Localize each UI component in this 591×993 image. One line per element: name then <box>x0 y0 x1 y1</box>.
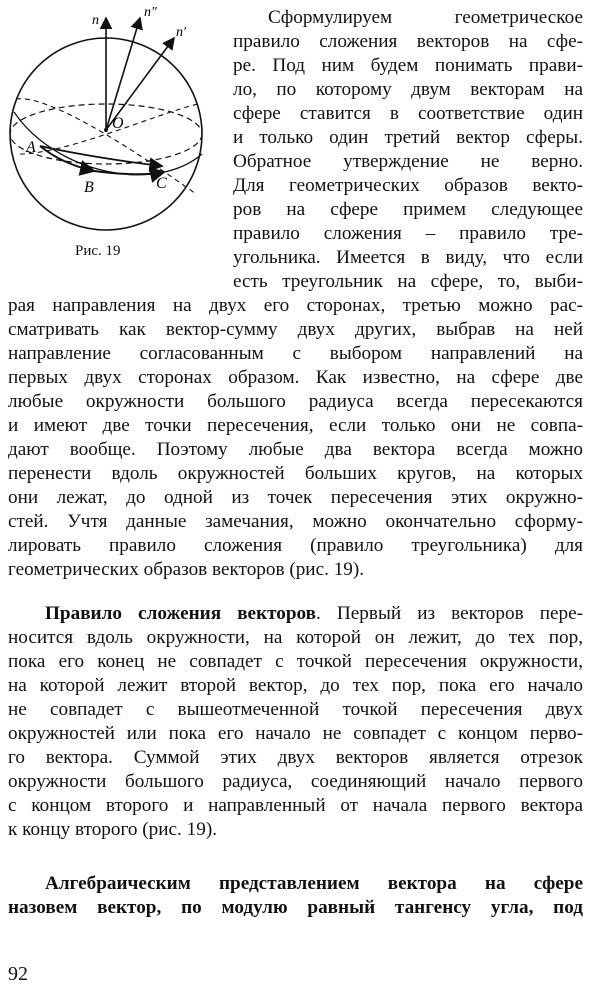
text-line: направление согласованным с выбором направлений на <box>8 343 583 364</box>
text-line: го вектора. Суммой этих двух векторов является отрезок <box>8 747 583 768</box>
text-line: стей. Учтя данные замечания, можно окончательно сформу- <box>8 511 583 532</box>
text-line: окружности большого радиуса, соединяющий начало первого <box>8 771 583 792</box>
text-line: с концом второго и направленный от начала первого вектора <box>8 795 583 816</box>
vector-ac <box>40 146 162 166</box>
label-a: A <box>26 139 36 156</box>
text-line: ре. Под ним будем понимать прави- <box>233 55 583 76</box>
text-line: ло, по которому двум векторам на <box>233 79 583 100</box>
vector-bc <box>94 171 164 174</box>
great-circle-3 <box>20 104 198 154</box>
text-line: к концу второго (рис. 19). <box>8 819 217 840</box>
text-line: на которой лежит второй вектор, до тех пор, пока его начало <box>8 675 583 696</box>
text-line: Для геометрических образов векто- <box>233 175 583 196</box>
label-n2: n″ <box>144 5 157 20</box>
text-line: сфере ставится в соответствие один <box>233 103 583 124</box>
text-line: Сформулируем геометрическое <box>268 7 583 28</box>
label-n1: n′ <box>176 25 187 40</box>
label-b: B <box>84 179 94 196</box>
label-o: O <box>112 115 124 132</box>
text-line: Обратное утверждение не верно. <box>233 151 583 172</box>
text-line: первых двух сторонах образом. Как известно, на сфере две <box>8 367 583 388</box>
text-line: они лежат, до одной из точек пересечения этих окружно- <box>8 487 583 508</box>
label-n: n <box>92 13 99 28</box>
text-line: сматривать как вектор-сумму двух других, выбрав на ней <box>8 319 583 340</box>
text-line: перенести вдоль окружностей больших кругов, на которых <box>8 463 583 484</box>
normal-n2 <box>106 18 140 130</box>
rule-heading: Правило сложения векторов <box>45 603 317 624</box>
text-line: ров на сфере примем следующее <box>233 199 583 220</box>
text-line: правило сложения векторов на сфе- <box>233 31 583 52</box>
page-number: 92 <box>8 963 28 985</box>
text-line: носится вдоль окружности, на которой он лежит, до тех пор, <box>8 627 583 648</box>
text-line: и только один третий вектор сферы. <box>233 127 583 148</box>
text-line: правило сложения – правило тре- <box>233 223 583 244</box>
text-line: рая направления на двух его сторонах, третью можно рас- <box>8 295 583 316</box>
text-line: дают вообще. Поэтому любые два вектора всегда можно <box>8 439 583 460</box>
text-line: лировать правило сложения (правило треугольника) для <box>8 535 583 556</box>
algebra-line: назовем вектор, по модулю равный тангенсу угла, под <box>8 897 583 918</box>
label-c: C <box>156 175 167 192</box>
text-line: не совпадет с вышеотмеченной точкой пересечения двух <box>8 699 583 720</box>
text-line: есть треугольник на сфере, то, выби- <box>233 271 583 292</box>
text-line: окружностей или пока его начало не совпадет с концом перво- <box>8 723 583 744</box>
center-point <box>104 128 108 132</box>
text-line: любые окружности большого радиуса всегда пересекаются <box>8 391 583 412</box>
text-line: и имеют две точки пересечения, если только они не совпа- <box>8 415 583 436</box>
sphere-figure <box>6 4 216 239</box>
figure-caption: Рис. 19 <box>75 243 121 259</box>
text-line: геометрических образов векторов (рис. 19). <box>8 559 365 580</box>
algebra-line: Алгебраическим представлением вектора на сфере <box>45 873 583 894</box>
rule-first-line <box>45 602 583 626</box>
text-line: пока его конец не совпадет с точкой пересечения окружности, <box>8 651 583 672</box>
text-line: угольника. Имеется в виду, что если <box>233 247 583 268</box>
rule-first-rest: . Первый из векторов пере- <box>316 603 583 624</box>
